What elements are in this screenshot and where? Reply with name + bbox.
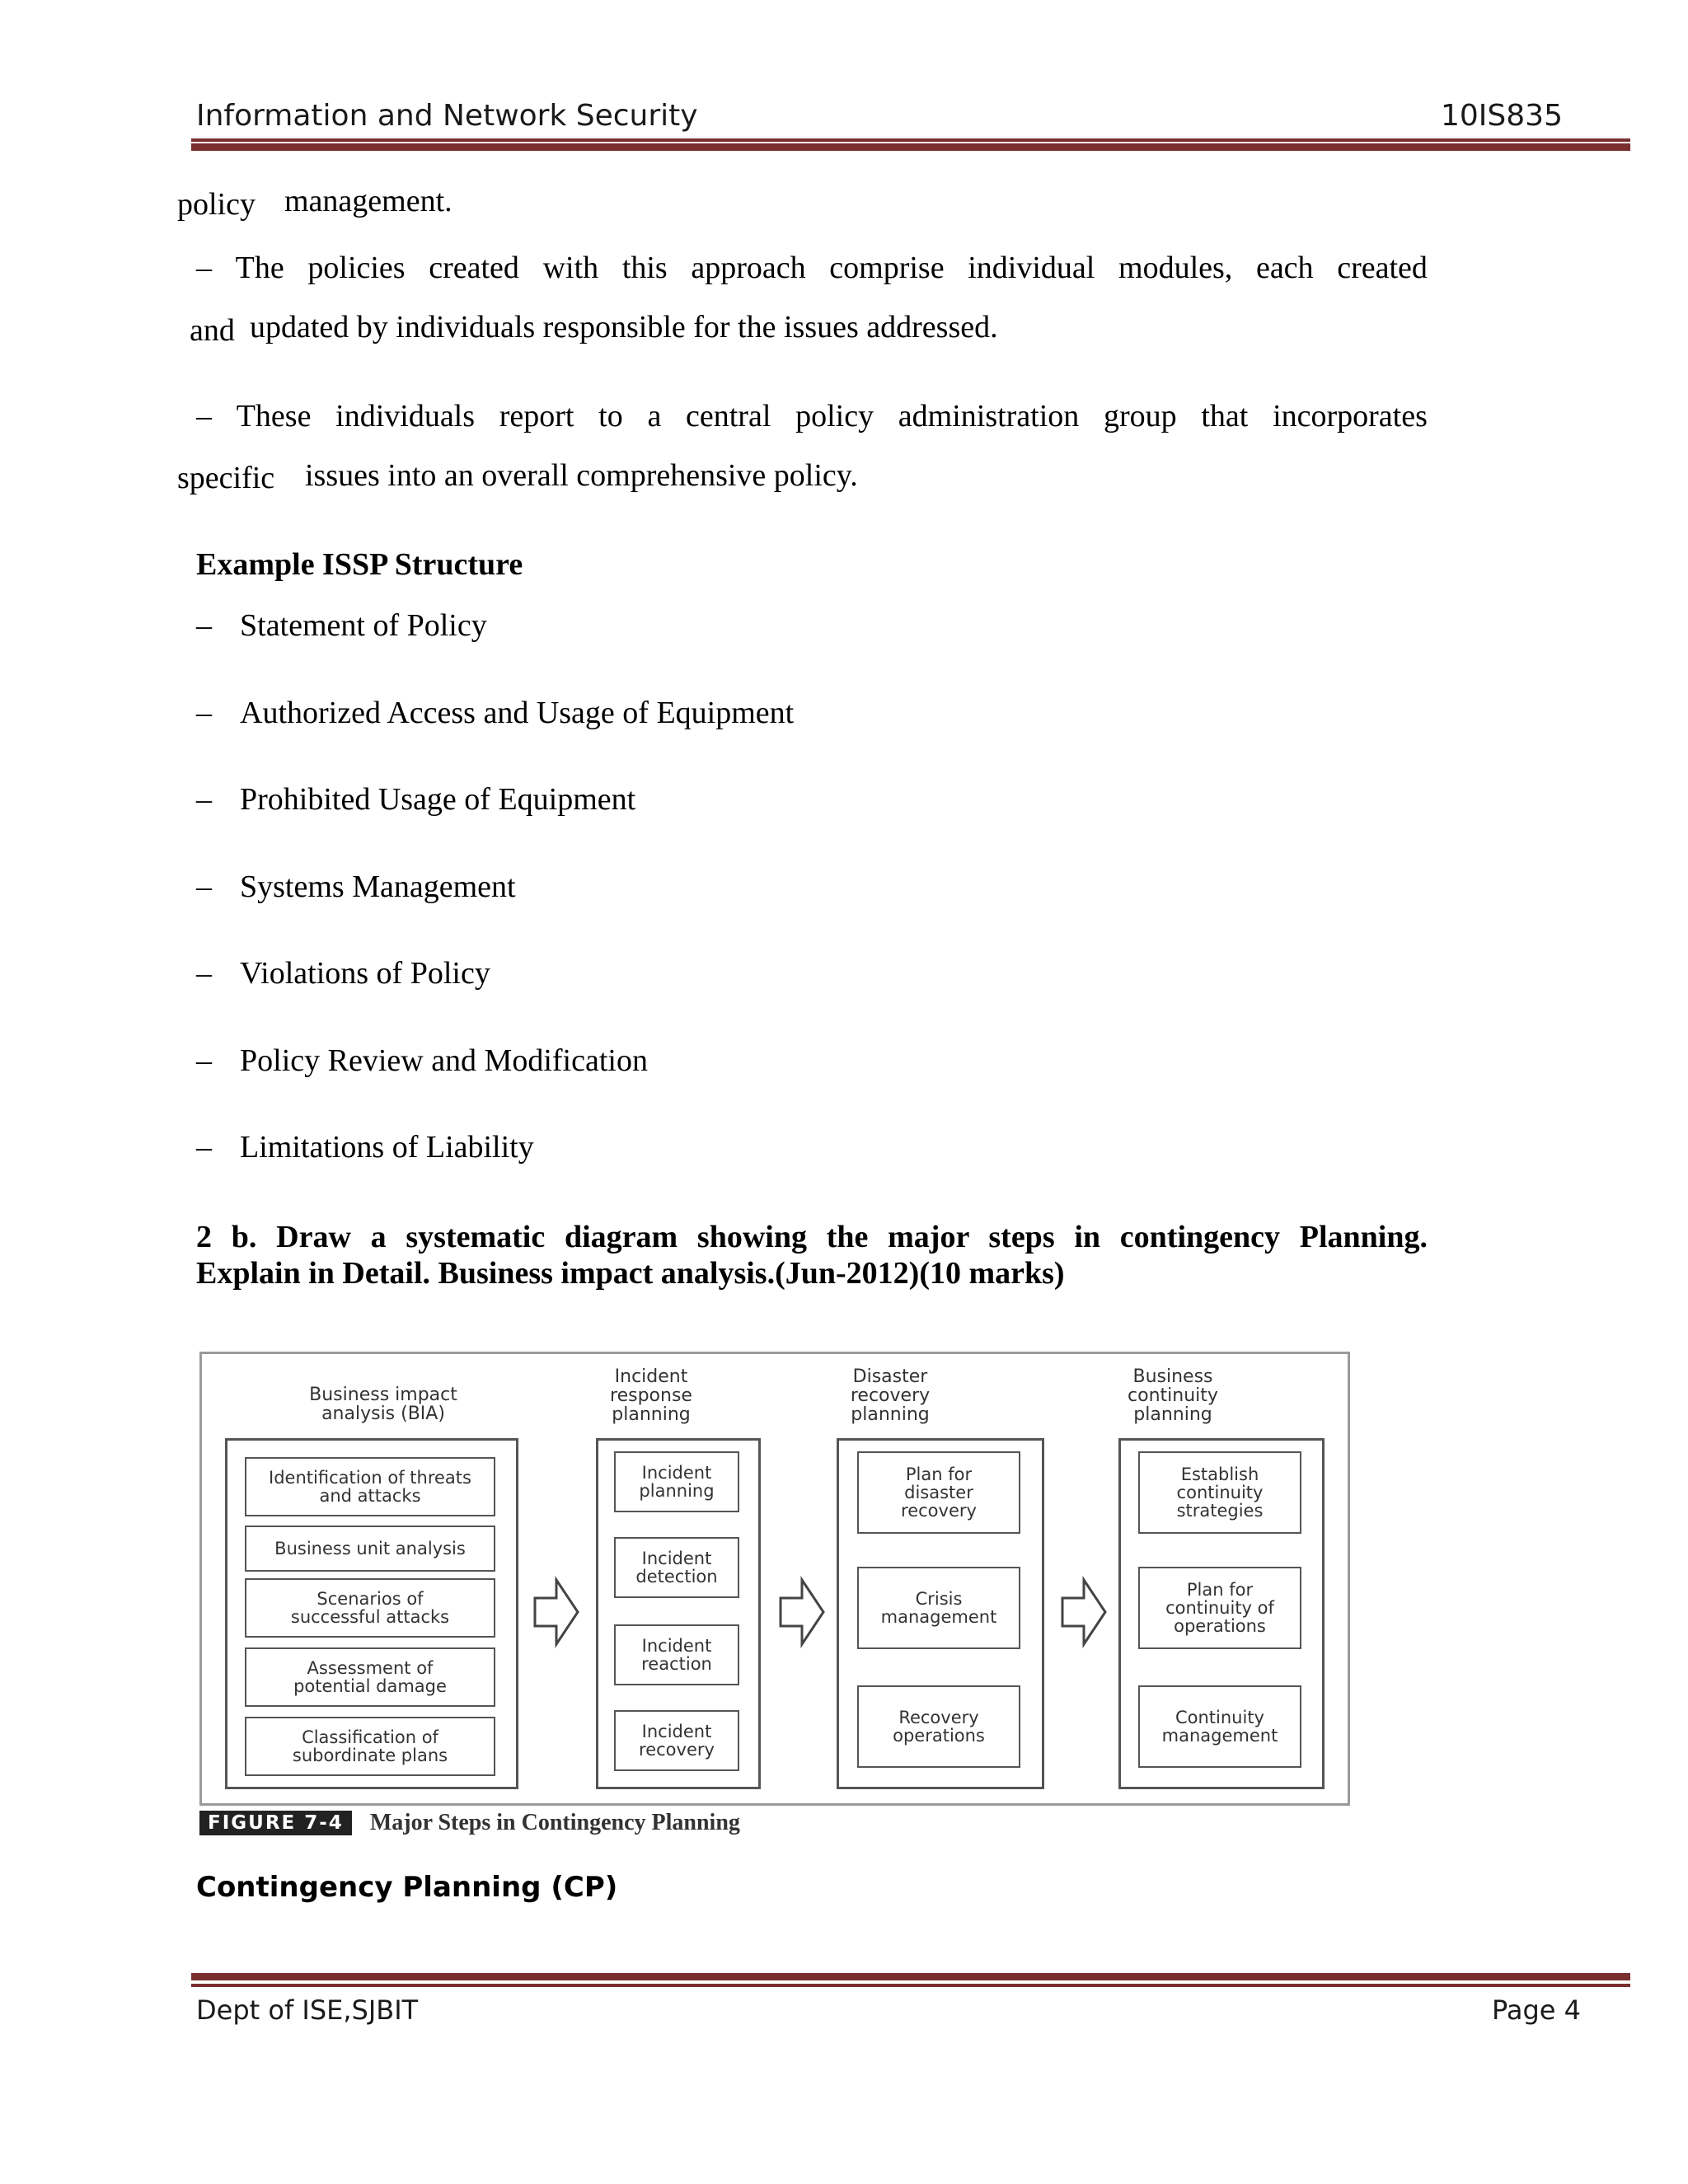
step-box (857, 1567, 1020, 1649)
step-label: Recovery operations (893, 1708, 985, 1746)
word: comprise (829, 251, 945, 285)
word: each (1255, 251, 1314, 285)
issp-item (196, 607, 1350, 649)
section-heading: Contingency Planning (CP) (196, 1871, 618, 1904)
step-box (245, 1717, 495, 1776)
issp-item (196, 1129, 1350, 1170)
footer-rule-thin (191, 1984, 1630, 1987)
question-line1: 2 b. Draw a systematic diagram showing the major steps in contingency Planning. (196, 1220, 1428, 1254)
dash-bullet: – (196, 695, 212, 730)
word: incorporates (1273, 399, 1428, 434)
contingency-planning-diagram (199, 1352, 1350, 1806)
footer-page: Page 4 (1492, 1994, 1581, 2026)
column-title: Incident response planning (610, 1366, 692, 1425)
header-title: Information and Network Security (196, 99, 698, 133)
step-label: Incident reaction (641, 1636, 712, 1674)
issp-item (196, 955, 1350, 996)
footer-dept: Dept of ISE,SJBIT (196, 1994, 419, 2026)
para1-rest: management. (284, 184, 452, 218)
step-box (245, 1578, 495, 1638)
para3-lead: specific (177, 461, 275, 495)
step-label: Plan for disaster recovery (901, 1465, 977, 1521)
step-label: Incident planning (639, 1463, 715, 1501)
issp-item-label: Violations of Policy (240, 956, 490, 991)
word: report (499, 399, 574, 434)
step-label: Plan for continuity of operations (1165, 1580, 1274, 1636)
issp-item-label: Prohibited Usage of Equipment (240, 782, 636, 817)
step-label: Scenarios of successful attacks (290, 1589, 450, 1627)
dash-bullet: – (196, 869, 212, 904)
flow-arrow-icon (777, 1575, 827, 1649)
step-box (857, 1451, 1020, 1534)
para3-line1 (196, 398, 1428, 434)
word: this (621, 251, 668, 285)
step-label: Assessment of potential damage (293, 1658, 447, 1696)
para2-rest: updated by individuals responsible for the issues addressed. (250, 310, 998, 344)
word: modules, (1118, 251, 1233, 285)
question-line2: Explain in Detail. Business impact analysis.(Jun-2012)(10 marks) (196, 1256, 1065, 1291)
word: with (542, 251, 599, 285)
step-box (1138, 1451, 1301, 1534)
step-box (857, 1685, 1020, 1768)
para2-line1 (196, 250, 1428, 286)
figure-caption (199, 1810, 740, 1836)
step-label: Business unit analysis (274, 1539, 466, 1558)
figure-title: Major Steps in Contingency Planning (369, 1810, 740, 1835)
word: central (686, 399, 771, 434)
issp-item-label: Authorized Access and Usage of Equipment (240, 695, 795, 730)
para1-lead: policy (177, 187, 256, 222)
step-box (614, 1624, 739, 1685)
step-box (245, 1526, 495, 1572)
header-rule-thin (191, 138, 1630, 142)
step-box (1138, 1567, 1301, 1649)
header-rule-thick (191, 143, 1630, 151)
step-box (614, 1710, 739, 1771)
para2-lead: and (190, 313, 235, 348)
word: – (196, 399, 212, 434)
flow-arrow-icon (532, 1575, 581, 1649)
issp-item (196, 1043, 1350, 1084)
step-label: Classification of subordinate plans (292, 1727, 448, 1765)
dash-bullet: – (196, 608, 212, 643)
column-title: Business impact analysis (BIA) (309, 1385, 457, 1424)
step-label: Identification of threats and attacks (269, 1468, 471, 1506)
flow-arrow-icon (1059, 1575, 1109, 1649)
step-box (245, 1647, 495, 1707)
issp-item-label: Limitations of Liability (240, 1130, 534, 1165)
issp-item-label: Systems Management (240, 869, 516, 904)
word: The (235, 251, 284, 285)
step-label: Incident recovery (639, 1722, 715, 1760)
dash-bullet: – (196, 956, 212, 991)
para3-rest: issues into an overall comprehensive policy. (305, 458, 858, 493)
word: – (196, 251, 212, 285)
column-title: Disaster recovery planning (850, 1366, 931, 1425)
word: policies (307, 251, 406, 285)
word: created (429, 251, 519, 285)
header-code: 10IS835 (1441, 99, 1563, 133)
step-label: Continuity management (1161, 1708, 1278, 1746)
step-label: Establish continuity strategies (1176, 1465, 1264, 1521)
word: to (598, 399, 623, 434)
footer-rule-thick (191, 1973, 1630, 1980)
column-title: Business continuity planning (1128, 1366, 1218, 1425)
word: individual (968, 251, 1095, 285)
step-box (245, 1457, 495, 1516)
word: approach (691, 251, 806, 285)
issp-item (196, 695, 1350, 736)
word: individuals (335, 399, 476, 434)
word: policy (795, 399, 874, 434)
dash-bullet: – (196, 782, 212, 817)
figure-tag: FIGURE 7-4 (199, 1811, 352, 1835)
word: a (647, 399, 662, 434)
step-label: Incident detection (635, 1549, 718, 1586)
issp-item-label: Policy Review and Modification (240, 1043, 648, 1078)
step-box (1138, 1685, 1301, 1768)
issp-heading: Example ISSP Structure (196, 547, 523, 582)
word: group (1104, 399, 1177, 434)
word: administration (898, 399, 1080, 434)
step-box (614, 1537, 739, 1598)
dash-bullet: – (196, 1130, 212, 1165)
step-box (614, 1451, 739, 1512)
dash-bullet: – (196, 1043, 212, 1078)
issp-item (196, 869, 1350, 910)
word: created (1337, 251, 1428, 285)
issp-item-label: Statement of Policy (240, 608, 487, 643)
step-label: Crisis management (880, 1589, 997, 1627)
issp-item (196, 781, 1350, 823)
word: These (236, 399, 312, 434)
word: that (1201, 399, 1249, 434)
